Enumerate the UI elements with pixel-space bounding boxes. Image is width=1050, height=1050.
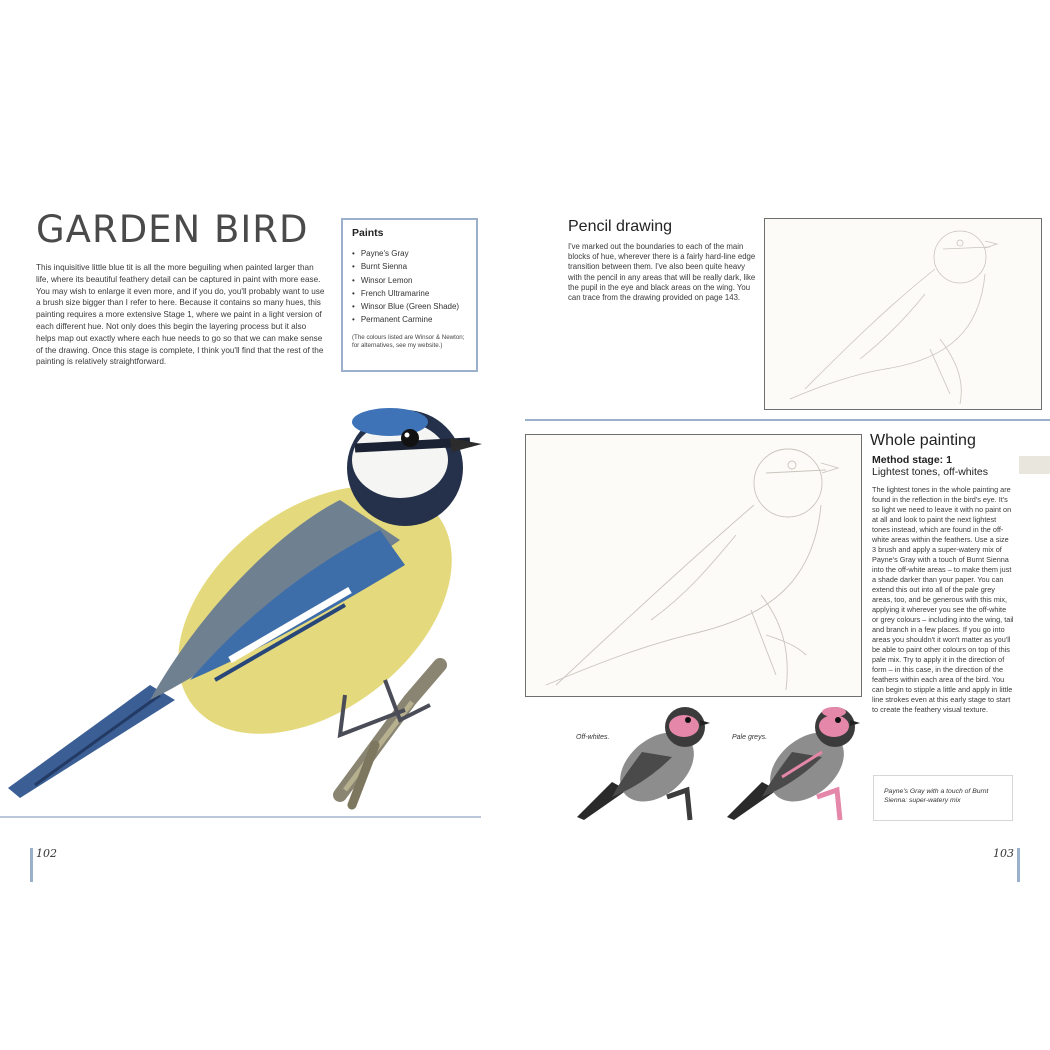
pencil-drawing-text: I've marked out the boundaries to each of the main blocks of hue, wherever there is a fairly hard-line edge transition between them. I've also been quite heavy with the pencil in any areas that will be really dark, like the pupil in the eye and black areas on the wing. You can trace from the drawing provided on page 143.: [568, 242, 756, 303]
paint-item: • Permanent Carmine: [352, 313, 467, 326]
page-title: GARDEN BIRD: [36, 208, 309, 251]
paints-box: [341, 218, 478, 372]
paint-item: • Winsor Lemon: [352, 274, 467, 287]
paint-item: • Winsor Blue (Green Shade): [352, 300, 467, 313]
page-number-left: 102: [36, 847, 57, 860]
page-number-right: 103: [993, 847, 1014, 860]
intro-paragraph: This inquisitive little blue tit is all the more beguiling when painted larger than life, where its beautiful feathery detail can be captured in paint with more ease. You may wish to enlarge it even more, and if you do, you'll probably want to use a brush size bigger than I refer to here. Because it contains so many hues, this painting requires a more extensive Stage 1, where we paint in a light version of each different hue. Not only does this begin the layering process but it also helps map out exactly where each hue needs to go so that we can make sense of the drawing. Once this stage is complete, I think you'll find that the rest of the painting is relatively straightforward.: [36, 263, 325, 367]
method-stage-subtitle: Lightest tones, off-whites: [872, 466, 988, 478]
blue-tit-photo: [0, 400, 485, 820]
paints-list: [352, 247, 467, 327]
pale-greys-caption: Pale greys.: [732, 734, 768, 741]
whole-painting-image: [525, 434, 862, 697]
page-marker-bar: [1017, 848, 1020, 882]
pale-greys-swatch-image: [722, 702, 862, 822]
method-stage-label: Method stage: 1: [872, 454, 952, 466]
section-tab-marker: [1019, 456, 1050, 474]
mix-note-box: Payne's Gray with a touch of Burnt Sienna: super-watery mix: [873, 775, 1013, 821]
whole-painting-heading: Whole painting: [870, 432, 976, 449]
paint-item: • French Ultramarine: [352, 287, 467, 300]
paints-heading: Paints: [352, 227, 384, 239]
pencil-drawing-image: [764, 218, 1042, 410]
method-stage-text: The lightest tones in the whole painting are found in the reflection in the bird's eye. It's so light we need to leave it with no paint on at all and look to paint the next lightest tones instead, which are found in the off-white areas within the feathers. Use a size 3 brush and apply a super-watery mix of Payne's Gray with a touch of Burnt Sienna into the off-white areas – to make them just a shade darker than your paper. You can extend this out into all of the pale grey areas, too, and be generous with this mix, applying it wherever you see the off-white or grey colours – including into the wing, tail and branch in a few places. If you go into areas you shouldn't it won't matter as you'll be able to paint other colours on top of this pale mix. Try to apply it in the direction of form – in this case, in the direction of the feathers within each area of the bird. You can begin to stipple a little and apply in little line strokes even at this early stage to start to create the feathery visual texture.: [872, 485, 1014, 714]
paint-item: • Burnt Sienna: [352, 260, 467, 273]
left-bottom-rule: [0, 816, 481, 818]
paint-item: • Payne's Gray: [352, 247, 467, 260]
pencil-drawing-heading: Pencil drawing: [568, 218, 673, 235]
page-marker-bar: [30, 848, 33, 882]
off-whites-swatch-image: [572, 702, 712, 822]
off-whites-caption: Off-whites.: [576, 734, 610, 741]
right-section-rule: [525, 419, 1050, 421]
paints-note: (The colours listed are Winsor & Newton; for alternatives, see my website.): [352, 333, 465, 349]
